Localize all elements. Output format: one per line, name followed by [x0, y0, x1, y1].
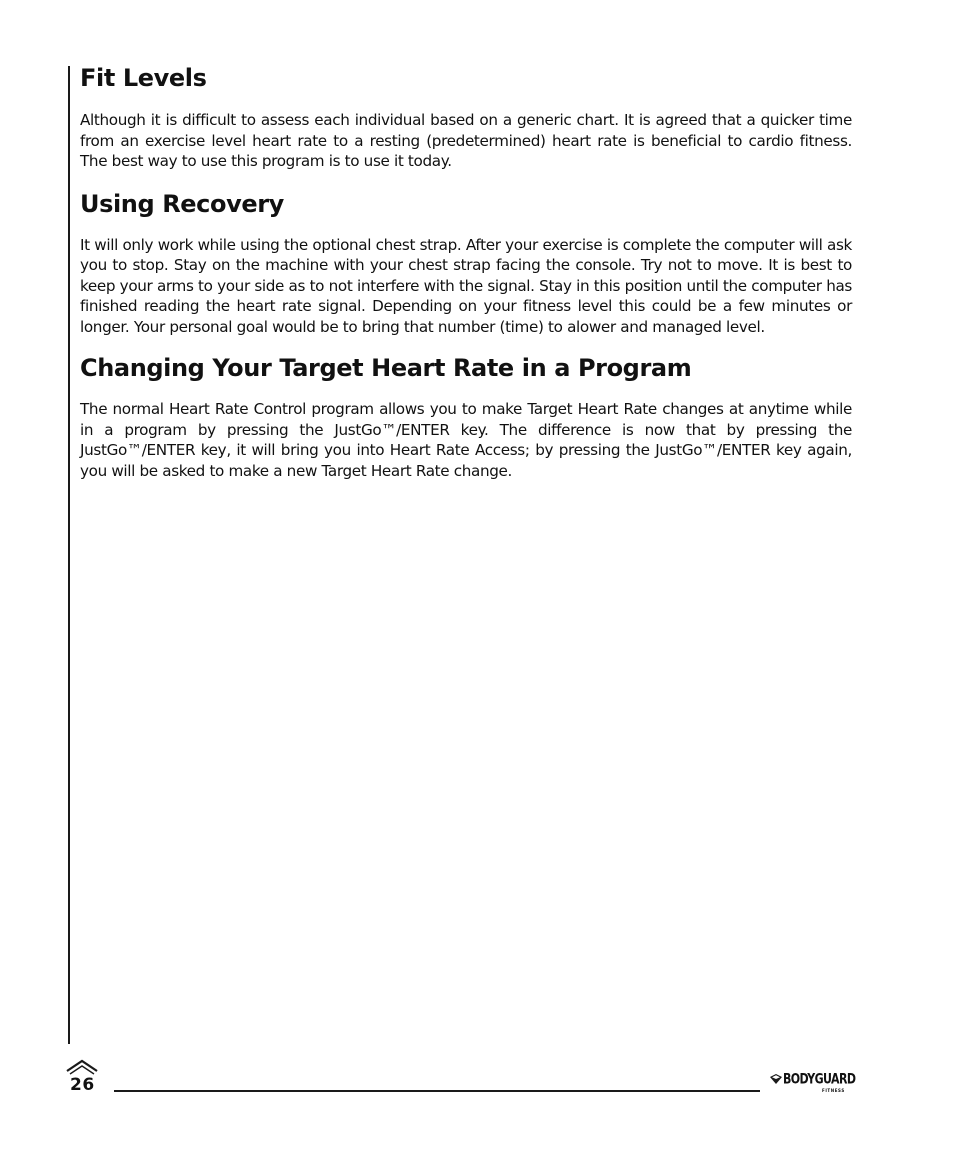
section-body: The normal Heart Rate Control program allows you to make Target Heart Rate changes at anytime while in a program by pressing the JustGo™/ENTER key. The difference is now that by pressing the JustGo™/ENTER key, it will bring you into Heart Rate Access; by pressing the JustGo™/ENTER key again, you will be asked to make a new Target Heart Rate change.	[80, 400, 852, 480]
page-number: 26	[70, 1075, 95, 1095]
section-title: Changing Your Target Heart Rate in a Program	[80, 354, 692, 382]
footer-rule	[114, 1090, 760, 1092]
page-content	[80, 60, 852, 481]
section-changing-target-heart-rate	[80, 350, 852, 481]
page-number-badge	[66, 1059, 102, 1099]
section-using-recovery	[80, 186, 852, 338]
brand-shield-icon	[770, 1074, 782, 1084]
section-body: Although it is difficult to assess each individual based on a generic chart. It is agreed that a quicker time from an exercise level heart rate to a resting (predetermined) heart rate is beneficial to cardio fitness. The best way to use this program is to use it today.	[80, 111, 852, 170]
left-margin-rule	[68, 66, 70, 1044]
brand-name: BODYGUARD	[783, 1071, 856, 1088]
section-title: Fit Levels	[80, 64, 207, 92]
brand-logo	[770, 1071, 860, 1095]
section-fit-levels	[80, 60, 852, 172]
section-body: It will only work while using the optional chest strap. After your exercise is complete the computer will ask you to stop. Stay on the machine with your chest strap facing the console. Try not to move. It is best to keep your arms to your side as to not interfere with the signal. Stay in this position until the computer has finished reading the heart rate signal. Depending on your fitness level this could be a few minutes or longer. Your personal goal would be to bring that number (time) to alower and managed level.	[80, 235, 852, 336]
brand-tagline: FITNESS	[822, 1088, 845, 1093]
page-footer	[0, 1055, 954, 1115]
section-title: Using Recovery	[80, 189, 284, 218]
